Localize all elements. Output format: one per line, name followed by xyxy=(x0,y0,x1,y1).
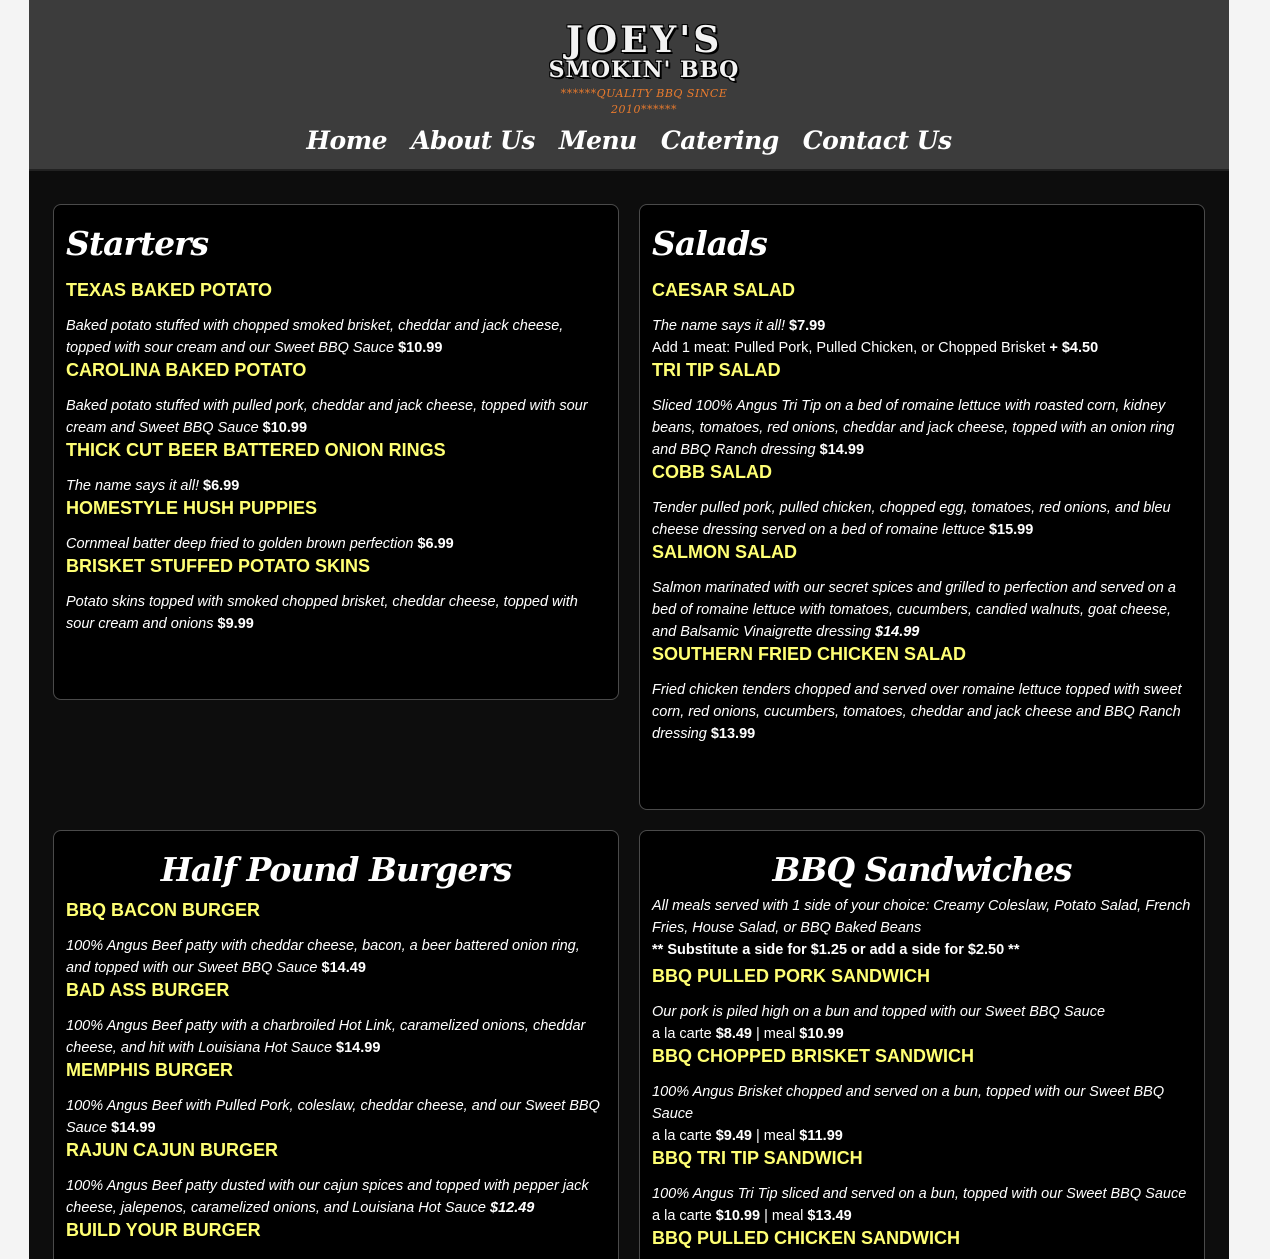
menu-item-name: TEXAS BAKED POTATO xyxy=(66,280,273,300)
menu-item-name: BAD ASS BURGER xyxy=(66,980,230,1000)
menu-item-desc: 100% Angus Beef patty with cheddar cheese, bacon, a beer battered onion ring, and topped with our Sweet BBQ Sauce $14.49 xyxy=(66,938,580,976)
menu-item-desc: 100% Angus Brisket chopped and served on a bun, topped with our Sweet BBQ Sauce xyxy=(652,1084,1165,1122)
sandwiches-note: ** Substitute a side for $1.25 or add a side for $2.50 ** xyxy=(652,942,1020,958)
logo-line-2: SMOKIN' BBQ xyxy=(548,57,740,83)
sandwiches-intro: All meals served with 1 side of your choice: Creamy Coleslaw, Potato Salad, French Fries, House Salad, or BBQ Baked Beans xyxy=(652,898,1191,936)
menu-item-desc: Sliced 100% Angus Tri Tip on a bed of romaine lettuce with roasted corn, kidney beans, tomatoes, red onions, cheddar and jack cheese, topped with an onion ring and BBQ Ranch dressing $14.99 xyxy=(652,398,1175,458)
site-logo[interactable] xyxy=(535,19,753,116)
nav-home[interactable]: Home xyxy=(306,126,388,155)
sandwiches-card xyxy=(639,830,1205,1259)
menu-item-desc: Our pork is piled high on a bun and topped with our Sweet BBQ Sauce xyxy=(652,1004,1106,1020)
menu-item-desc: 100% Angus Tri Tip sliced and served on a bun, topped with our Sweet BBQ Sauce xyxy=(652,1186,1187,1202)
menu-item-desc: Fried chicken tenders chopped and served over romaine lettuce topped with sweet corn, red onions, cucumbers, tomatoes, cheddar and jack cheese and BBQ Ranch dressing $13.99 xyxy=(652,682,1182,742)
nav-about-us[interactable]: About Us xyxy=(411,126,535,155)
logo-tagline: ******QUALITY BBQ SINCE 2010****** xyxy=(560,87,728,116)
menu-item-desc: Potato skins topped with smoked chopped brisket, cheddar cheese, topped with sour cream and onions $9.99 xyxy=(66,594,578,632)
menu-item-name: TRI TIP SALAD xyxy=(652,360,781,380)
burgers-title: Half Pound Burgers xyxy=(160,850,512,889)
menu-item-name: RAJUN CAJUN BURGER xyxy=(66,1140,279,1160)
site-header xyxy=(29,0,1229,171)
menu-item-prices: a la carte $10.99 | meal $13.49 xyxy=(652,1208,852,1224)
menu-item-name: THICK CUT BEER BATTERED ONION RINGS xyxy=(66,440,446,460)
menu-item-name: BBQ TRI TIP SANDWICH xyxy=(652,1148,863,1168)
page xyxy=(29,0,1229,1259)
menu-item-name: MEMPHIS BURGER xyxy=(66,1060,234,1080)
menu-item-name: BBQ PULLED PORK SANDWICH xyxy=(652,966,930,986)
menu-item-desc: Cornmeal batter deep fried to golden brown perfection $6.99 xyxy=(66,536,454,552)
menu-item-prices: a la carte $9.49 | meal $11.99 xyxy=(652,1128,843,1144)
menu-item-name: CAROLINA BAKED POTATO xyxy=(66,360,307,380)
starters-card xyxy=(53,204,619,700)
menu-item-name: COBB SALAD xyxy=(652,462,772,482)
menu-item-desc: Tender pulled pork, pulled chicken, chopped egg, tomatoes, red onions, and bleu cheese dressing served on a bed of romaine lettuce $15.99 xyxy=(652,500,1171,538)
menu-item-name: HOMESTYLE HUSH PUPPIES xyxy=(66,498,318,518)
menu-item-name: BBQ BACON BURGER xyxy=(66,900,261,920)
nav-contact-us[interactable]: Contact Us xyxy=(802,126,952,155)
logo-line-1: JOEY'S xyxy=(565,19,723,61)
menu-item-desc: The name says it all! $7.99 xyxy=(652,318,826,334)
menu-item-desc: 100% Angus Beef patty dusted with our cajun spices and topped with pepper jack cheese, jalepenos, caramelized onions, and Louisiana Hot Sauce $12.49 xyxy=(66,1178,589,1216)
menu-item-desc: 100% Angus Beef with Pulled Pork, coleslaw, cheddar cheese, and our Sweet BBQ Sauce $14.99 xyxy=(66,1098,600,1136)
burgers-card xyxy=(53,830,619,1259)
menu-item-addon: Add 1 meat: Pulled Pork, Pulled Chicken, or Chopped Brisket + $4.50 xyxy=(652,340,1099,356)
menu-item-desc: 100% Angus Beef patty with a charbroiled Hot Link, caramelized onions, cheddar cheese, and hit with Louisiana Hot Sauce $14.99 xyxy=(66,1018,586,1056)
menu-item-name: SALMON SALAD xyxy=(652,542,797,562)
menu-item-desc: Baked potato stuffed with pulled pork, cheddar and jack cheese, topped with sour cream and Sweet BBQ Sauce $10.99 xyxy=(66,398,588,436)
menu-item-name: SOUTHERN FRIED CHICKEN SALAD xyxy=(652,644,967,664)
menu-item-desc: Salmon marinated with our secret spices and grilled to perfection and served on a bed of romaine lettuce with tomatoes, cucumbers, candied walnuts, goat cheese, and Balsamic Vinaigrette dressing $14.99 xyxy=(652,580,1176,640)
nav-catering[interactable]: Catering xyxy=(660,126,779,155)
menu-item-name: BRISKET STUFFED POTATO SKINS xyxy=(66,556,371,576)
menu-item-name: BUILD YOUR BURGER xyxy=(66,1220,261,1240)
main-nav xyxy=(29,126,1229,155)
menu-item-prices: a la carte $8.49 | meal $10.99 xyxy=(652,1026,844,1042)
salads-title: Salads xyxy=(652,224,767,263)
menu-item-desc: Baked potato stuffed with chopped smoked brisket, cheddar and jack cheese, topped with sour cream and our Sweet BBQ Sauce $10.99 xyxy=(66,318,564,356)
menu-item-name: CAESAR SALAD xyxy=(652,280,796,300)
menu-item-name: BBQ PULLED CHICKEN SANDWICH xyxy=(652,1228,960,1248)
starters-title: Starters xyxy=(66,224,209,263)
salads-card xyxy=(639,204,1205,810)
menu-item-desc: The name says it all! $6.99 xyxy=(66,478,240,494)
sandwiches-title: BBQ Sandwiches xyxy=(772,850,1072,889)
nav-menu[interactable]: Menu xyxy=(558,126,637,155)
menu-item-name: BBQ CHOPPED BRISKET SANDWICH xyxy=(652,1046,975,1066)
